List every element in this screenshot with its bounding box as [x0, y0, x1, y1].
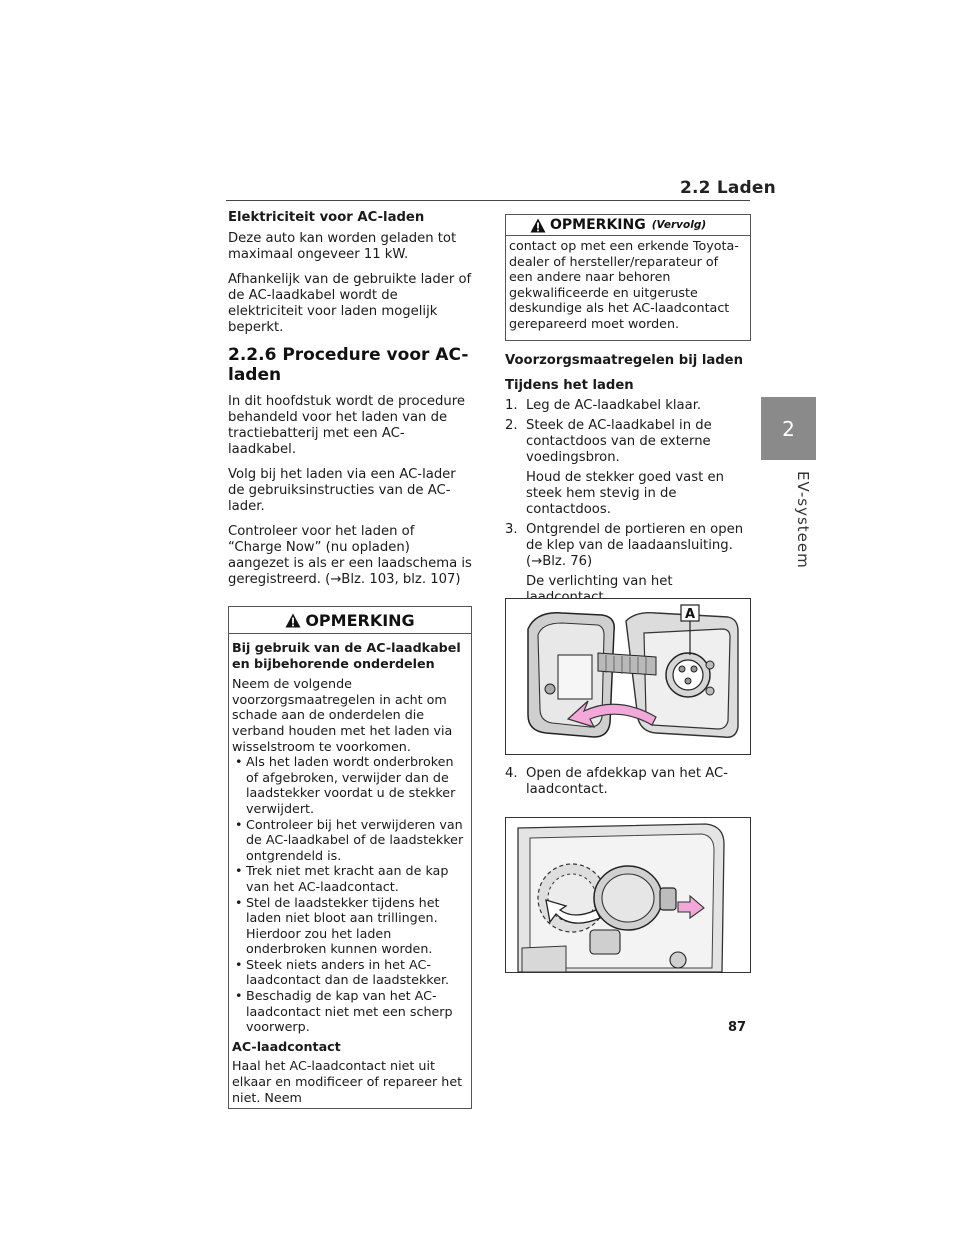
notice-continued: (Vervolg) — [651, 219, 707, 231]
notice-box — [228, 606, 472, 1109]
notice-header — [506, 215, 750, 236]
notice-title: OPMERKING — [305, 610, 415, 630]
notice-text: contact op met een erkende Toyota-dealer of hersteller/reparateur of een andere naar behoren gekwalificeerde en uitgeruste deskundige als het AC-laadcontact gerepareerd moet worden. — [509, 238, 739, 331]
paragraph: Afhankelijk van de gebruikte lader of de AC-laadkabel wordt de elektriciteit voor laden mogelijk beperkt. — [228, 272, 472, 335]
notice-header — [229, 607, 471, 634]
paragraph: Deze auto kan worden geladen tot maximaal ongeveer 11 kW. — [228, 231, 457, 262]
step-list — [505, 398, 751, 622]
page-number: 87 — [728, 1020, 747, 1035]
notice-subheading: Bij gebruik van de AC-laadkabel en bijbehorende onderdelen — [232, 640, 461, 671]
warning-icon — [530, 218, 546, 233]
lead-title: Elektriciteit voor AC-laden — [228, 210, 425, 225]
notice-subheading: AC-laadcontact — [232, 1038, 341, 1054]
list-item: • Stel de laadstekker tijdens het laden niet bloot aan trillingen. Hierdoor zou het laden onderbroken kunnen worden. — [235, 894, 440, 957]
notice-body — [229, 634, 471, 1108]
charge-port-drawing — [506, 599, 750, 754]
callout-label-a: A — [684, 607, 696, 622]
notice-intro: Neem de volgende voorzorgsmaatregelen in acht om schade aan de onderdelen die verband houden met het laden via wisselstroom te voorkomen. — [232, 676, 453, 754]
socket-cover-drawing — [506, 818, 750, 972]
right-column — [505, 212, 751, 626]
step-4-block — [505, 766, 751, 802]
chapter-number: 2 — [782, 416, 795, 441]
illustration-socket-cover — [505, 817, 751, 973]
notice-box-continued — [505, 214, 751, 341]
list-item: • Trek niet met kracht aan de kap van het AC-laadcontact. — [235, 863, 449, 894]
notice-body — [506, 236, 750, 340]
step-note: Houd de stekker goed vast en steek hem stevig in de contactdoos. — [526, 469, 724, 517]
section-header: 2.2 Laden — [680, 178, 776, 198]
paragraph: Volg bij het laden via een AC-lader de gebruiksinstructies van de AC-lader. — [228, 467, 456, 514]
left-column — [228, 210, 472, 1109]
list-item: • Beschadig de kap van het AC-laadcontact niet met een scherp voorwerp. — [235, 988, 453, 1035]
chapter-tab[interactable] — [761, 397, 816, 460]
list-item: • Als het laden wordt onderbroken of afgebroken, verwijder dan de laadstekker voordat u de stekker verwijdert. — [235, 754, 456, 816]
chapter-title: EV-systeem — [794, 471, 812, 569]
warning-icon — [285, 613, 301, 628]
step-item: 3. Ontgrendel de portieren en open de klep van de laadaansluiting. (→Blz. 76) De verlichting van het — [505, 522, 751, 622]
section-heading: 2.2.6 Procedure voor AC-laden — [228, 345, 469, 385]
list-item: • Controleer bij het verwijderen van de AC-laadkabel of de laadstekker ontgrendeld is. — [235, 816, 464, 863]
step-item: 1. Leg de AC-laadkabel klaar. — [505, 397, 702, 413]
notice-tail: Haal het AC-laadcontact niet uit elkaar en modificeer of repareer het niet. Neem — [232, 1058, 463, 1105]
step-list — [505, 766, 751, 798]
lead-title: Tijdens het laden — [505, 377, 634, 393]
header-rule — [226, 200, 750, 201]
paragraph: In dit hoofdstuk wordt de procedure behandeld voor het laden van de tractiebatterij met een AC-laadkabel. — [228, 394, 465, 457]
lead-title: Voorzorgsmaatregelen bij laden — [505, 352, 744, 368]
step-item: 2. Steek de AC-laadkabel in de contactdoos van de externe voedingsbron. Houd de stekker goed vast en steek hem stevig in de contactdoos. — [505, 418, 751, 518]
step-note: De verlichting van het — [526, 574, 751, 622]
step-item: 4. Open de afdekkap van het AC-laadcontact. — [505, 766, 729, 797]
paragraph: Controleer voor het laden of “Charge Now” (nu opladen) aangezet is als er een laadschema is geregistreerd. (→Blz. 103, blz. 107) — [228, 524, 472, 587]
notice-title: OPMERKING — [550, 217, 646, 233]
notice-bullet-list — [232, 754, 464, 1035]
list-item: • Steek niets anders in het AC-laadcontact dan de laadstekker. — [235, 956, 450, 988]
illustration-charge-port-lid — [505, 598, 751, 755]
